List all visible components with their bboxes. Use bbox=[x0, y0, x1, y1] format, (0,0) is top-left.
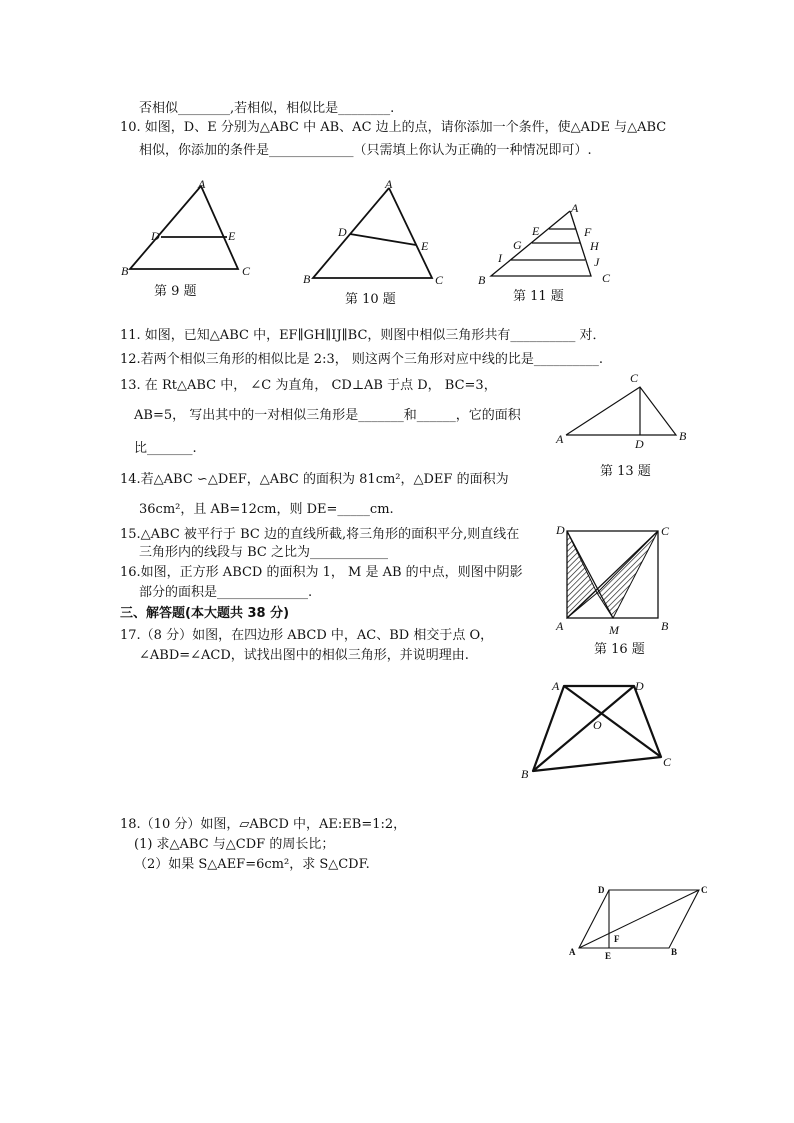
fig11-label-B: B bbox=[478, 273, 486, 287]
fig11-label-G: G bbox=[513, 238, 522, 252]
q18-line3: （2）如果 S△AEF=6cm²，求 S△CDF. bbox=[134, 857, 370, 872]
caption-fig11: 第 11 题 bbox=[513, 289, 564, 304]
q15-line2: 三角形内的线段与 BC 之比为____________ bbox=[139, 545, 389, 560]
fig9-label-A: A bbox=[198, 177, 206, 191]
fig11-label-E: E bbox=[532, 224, 540, 238]
fig11-label-H: H bbox=[590, 239, 599, 253]
q15-line1: 15.△ABC 被平行于 BC 边的直线所截,将三角形的面积平分,则直线在 bbox=[120, 527, 520, 542]
fig9-label-D: D bbox=[151, 229, 160, 243]
fig16-label-B: B bbox=[661, 619, 669, 633]
q18-line2: (1) 求△ABC 与△CDF 的周长比； bbox=[134, 837, 335, 852]
fig18-label-D: D bbox=[598, 885, 605, 895]
fig18-label-A: A bbox=[569, 947, 576, 957]
fig13-label-C: C bbox=[630, 371, 639, 385]
figure-17 bbox=[515, 674, 685, 784]
q10-line1: 10. 如图，D、E 分别为△ABC 中 AB、AC 边上的点，请你添加一个条件，使△ADE 与△ABC bbox=[120, 120, 667, 135]
q12: 12.若两个相似三角形的相似比是 2:3， 则这两个三角形对应中线的比是__________. bbox=[120, 352, 603, 367]
fig18-label-C: C bbox=[701, 885, 708, 895]
q11: 11. 如图，已知△ABC 中，EF∥GH∥IJ∥BC，则图中相似三角形共有__________ 对． bbox=[120, 328, 606, 343]
fig9-label-E: E bbox=[228, 229, 236, 243]
q17-line1: 17.（8 分）如图，在四边形 ABCD 中，AC、BD 相交于点 O， bbox=[120, 628, 494, 643]
fig16-label-D: D bbox=[556, 523, 565, 537]
q9-continuation: 否相似________,若相似，相似比是________. bbox=[139, 101, 395, 116]
fig17-label-D: D bbox=[635, 679, 644, 693]
fig11-label-C: C bbox=[602, 271, 611, 285]
caption-fig9: 第 9 题 bbox=[154, 284, 197, 299]
q14-line1: 14.若△ABC ∽△DEF，△ABC 的面积为 81cm²，△DEF 的面积为 bbox=[120, 472, 509, 487]
q13-line3: 比_______. bbox=[134, 441, 197, 456]
figure-13 bbox=[555, 368, 695, 453]
fig9-label-C: C bbox=[242, 264, 251, 278]
fig13-label-D: D bbox=[635, 437, 644, 451]
q18-line1: 18.（10 分）如图，▱ABCD 中，AE:EB=1:2， bbox=[120, 817, 407, 832]
fig10-label-B: B bbox=[303, 272, 311, 286]
fig11-label-A: A bbox=[571, 201, 579, 215]
figure-11 bbox=[474, 198, 624, 288]
fig18-label-E: E bbox=[605, 951, 612, 961]
fig10-label-D: D bbox=[338, 225, 347, 239]
figure-9 bbox=[118, 176, 258, 286]
fig11-label-I: I bbox=[498, 251, 502, 265]
fig17-label-O: O bbox=[593, 718, 602, 732]
figure-18 bbox=[566, 880, 716, 965]
fig17-label-C: C bbox=[663, 755, 672, 769]
fig18-label-B: B bbox=[671, 947, 678, 957]
figure-16 bbox=[553, 520, 683, 635]
fig10-label-A: A bbox=[385, 177, 393, 191]
fig16-label-A: A bbox=[556, 619, 564, 633]
q16-line2: 部分的面积是______________. bbox=[139, 585, 313, 600]
q16-line1: 16.如图，正方形 ABCD 的面积为 1， M 是 AB 的中点，则图中阴影 bbox=[120, 565, 523, 580]
caption-fig13: 第 13 题 bbox=[600, 464, 651, 479]
fig10-label-C: C bbox=[435, 273, 444, 287]
fig18-label-F: F bbox=[614, 934, 620, 944]
q13-line2: AB=5， 写出其中的一对相似三角形是_______和______，它的面积 bbox=[134, 408, 521, 423]
fig10-label-E: E bbox=[421, 239, 429, 253]
figure-10 bbox=[298, 176, 448, 286]
q17-line2: ∠ABD=∠ACD，试找出图中的相似三角形，并说明理由. bbox=[139, 648, 469, 663]
caption-fig16: 第 16 题 bbox=[594, 642, 645, 657]
fig9-label-B: B bbox=[121, 264, 129, 278]
fig13-label-B: B bbox=[679, 429, 687, 443]
q10-line2: 相似，你添加的条件是_____________（只需填上你认为正确的一种情况即可）. bbox=[139, 143, 592, 158]
fig17-label-A: A bbox=[552, 679, 560, 693]
fig17-label-B: B bbox=[521, 767, 529, 781]
fig16-label-M: M bbox=[609, 623, 619, 637]
q14-line2: 36cm²，且 AB=12cm，则 DE=_____cm. bbox=[139, 502, 394, 517]
fig16-label-C: C bbox=[661, 524, 670, 538]
q13-line1: 13. 在 Rt△ABC 中， ∠C 为直角， CD⊥AB 于点 D， BC=3， bbox=[120, 378, 497, 393]
section-3-heading: 三、解答题(本大题共 38 分) bbox=[120, 606, 290, 621]
fig13-label-A: A bbox=[556, 432, 564, 446]
caption-fig10: 第 10 题 bbox=[345, 292, 396, 307]
fig11-label-J: J bbox=[594, 255, 600, 269]
fig11-label-F: F bbox=[584, 225, 592, 239]
